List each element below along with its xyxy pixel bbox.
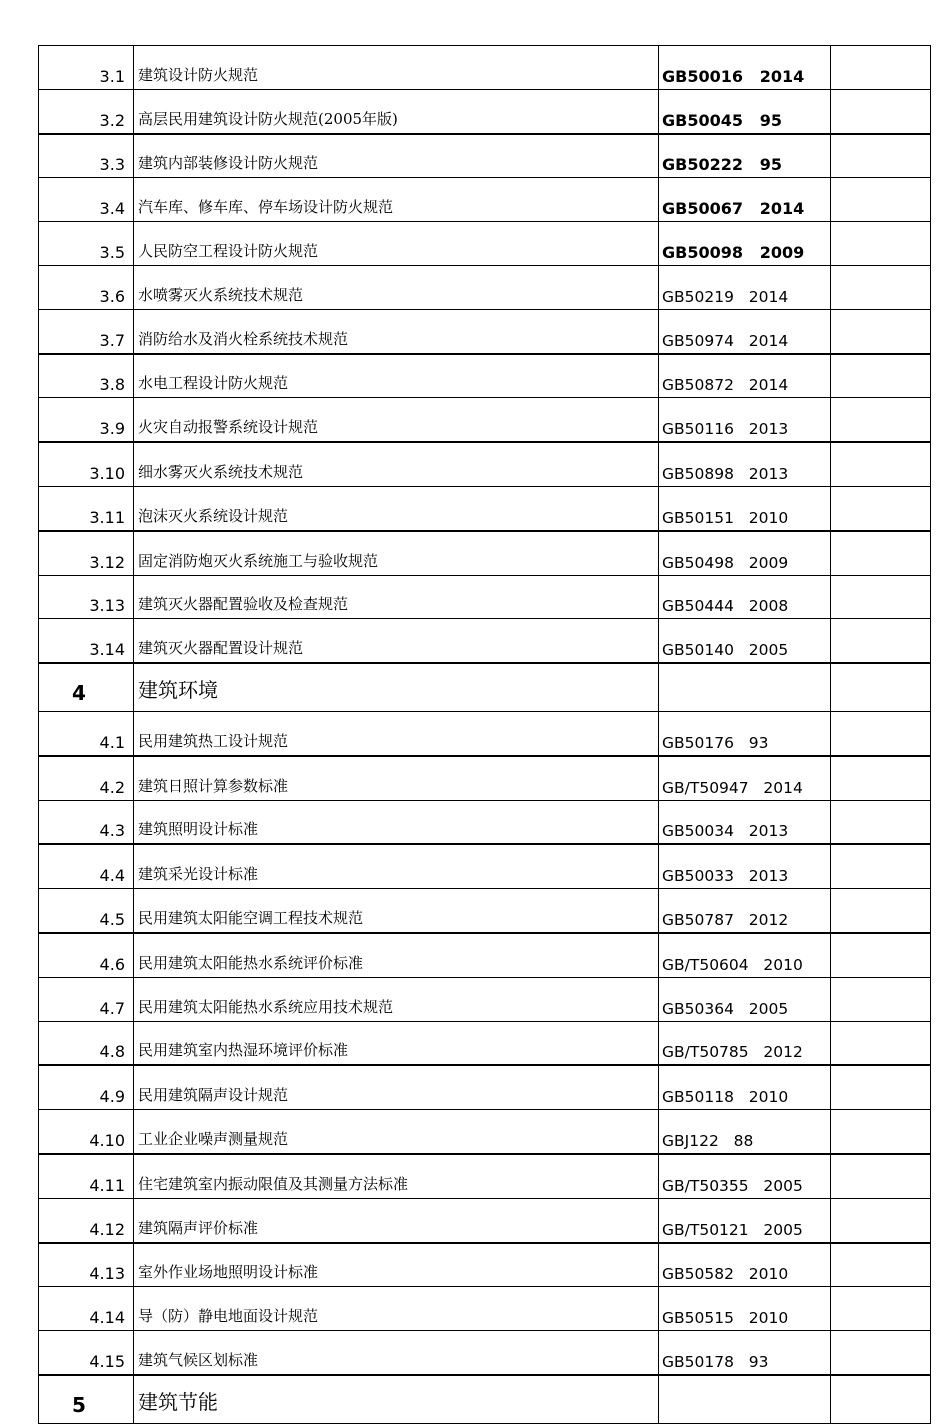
item-number-cell: 3.13 bbox=[39, 575, 134, 619]
item-number-cell: 3.5 bbox=[39, 222, 134, 266]
table-row bbox=[39, 1243, 931, 1287]
item-number-cell: 4.7 bbox=[39, 977, 134, 1021]
table-row bbox=[39, 1021, 931, 1065]
standard-code-cell: GB50898 2013 bbox=[659, 442, 831, 486]
standard-code-cell: GBJ122 88 bbox=[659, 1110, 831, 1154]
remarks-cell bbox=[831, 134, 931, 178]
remarks-cell bbox=[831, 1287, 931, 1331]
item-number-cell: 3.11 bbox=[39, 486, 134, 530]
standard-name-cell: 民用建筑热工设计规范 bbox=[134, 711, 659, 755]
standard-name-cell: 火灾自动报警系统设计规范 bbox=[134, 398, 659, 442]
item-number-cell: 3.12 bbox=[39, 531, 134, 575]
standard-code-cell bbox=[659, 663, 831, 711]
standard-code-cell: GB50067 2014 bbox=[659, 178, 831, 222]
standard-code-cell: GB50151 2010 bbox=[659, 486, 831, 530]
remarks-cell bbox=[831, 89, 931, 133]
remarks-cell bbox=[831, 1198, 931, 1242]
standard-code-cell: GB50045 95 bbox=[659, 89, 831, 133]
table-row bbox=[39, 89, 931, 133]
remarks-cell bbox=[831, 800, 931, 844]
remarks-cell bbox=[831, 756, 931, 800]
item-number-cell: 4.15 bbox=[39, 1331, 134, 1375]
table-row bbox=[39, 1198, 931, 1242]
standard-code-cell: GB50178 93 bbox=[659, 1331, 831, 1375]
item-number-cell: 4.4 bbox=[39, 844, 134, 888]
item-number-cell: 4.12 bbox=[39, 1198, 134, 1242]
table-row bbox=[39, 178, 931, 222]
item-number-cell: 4.13 bbox=[39, 1243, 134, 1287]
table-row bbox=[39, 46, 931, 90]
standards-table-body bbox=[39, 46, 931, 1424]
standard-code-cell: GB50444 2008 bbox=[659, 575, 831, 619]
item-number-cell: 3.4 bbox=[39, 178, 134, 222]
standard-name-cell: 高层民用建筑设计防火规范(2005年版) bbox=[134, 89, 659, 133]
remarks-cell bbox=[831, 398, 931, 442]
table-row bbox=[39, 309, 931, 353]
table-row bbox=[39, 933, 931, 977]
standard-name-cell: 民用建筑太阳能热水系统评价标准 bbox=[134, 933, 659, 977]
remarks-cell bbox=[831, 977, 931, 1021]
remarks-cell bbox=[831, 1065, 931, 1109]
standard-name-cell: 建筑日照计算参数标准 bbox=[134, 756, 659, 800]
table-row bbox=[39, 1331, 931, 1375]
standard-code-cell: GB/T50604 2010 bbox=[659, 933, 831, 977]
standard-code-cell: GB50364 2005 bbox=[659, 977, 831, 1021]
item-number-cell: 3.9 bbox=[39, 398, 134, 442]
standard-name-cell: 民用建筑太阳能热水系统应用技术规范 bbox=[134, 977, 659, 1021]
standard-code-cell: GB50582 2010 bbox=[659, 1243, 831, 1287]
remarks-cell bbox=[831, 354, 931, 398]
standard-name-cell: 建筑内部装修设计防火规范 bbox=[134, 134, 659, 178]
remarks-cell bbox=[831, 933, 931, 977]
standard-name-cell: 民用建筑隔声设计规范 bbox=[134, 1065, 659, 1109]
table-row bbox=[39, 442, 931, 486]
standard-name-cell: 民用建筑太阳能空调工程技术规范 bbox=[134, 889, 659, 933]
table-row bbox=[39, 1154, 931, 1198]
remarks-cell bbox=[831, 1021, 931, 1065]
standard-name-cell: 水电工程设计防火规范 bbox=[134, 354, 659, 398]
table-row bbox=[39, 977, 931, 1021]
remarks-cell bbox=[831, 844, 931, 888]
table-row bbox=[39, 222, 931, 266]
standard-name-cell: 泡沫灭火系统设计规范 bbox=[134, 486, 659, 530]
standard-name-cell: 建筑隔声评价标准 bbox=[134, 1198, 659, 1242]
table-row bbox=[39, 265, 931, 309]
standard-name-cell: 建筑采光设计标准 bbox=[134, 844, 659, 888]
table-row bbox=[39, 134, 931, 178]
standard-name-cell: 室外作业场地照明设计标准 bbox=[134, 1243, 659, 1287]
standard-code-cell: GB50176 93 bbox=[659, 711, 831, 755]
item-number-cell: 4.14 bbox=[39, 1287, 134, 1331]
standard-code-cell: GB/T50785 2012 bbox=[659, 1021, 831, 1065]
section-row bbox=[39, 1375, 931, 1423]
remarks-cell bbox=[831, 1110, 931, 1154]
remarks-cell bbox=[831, 1243, 931, 1287]
standard-code-cell: GB50033 2013 bbox=[659, 844, 831, 888]
item-number-cell: 5 bbox=[39, 1375, 134, 1423]
remarks-cell bbox=[831, 711, 931, 755]
table-row bbox=[39, 711, 931, 755]
standard-name-cell: 导（防）静电地面设计规范 bbox=[134, 1287, 659, 1331]
table-row bbox=[39, 844, 931, 888]
standard-name-cell: 人民防空工程设计防火规范 bbox=[134, 222, 659, 266]
item-number-cell: 3.10 bbox=[39, 442, 134, 486]
table-row bbox=[39, 575, 931, 619]
standard-name-cell: 汽车库、修车库、停车场设计防火规范 bbox=[134, 178, 659, 222]
remarks-cell bbox=[831, 889, 931, 933]
item-number-cell: 4.2 bbox=[39, 756, 134, 800]
standard-name-cell: 建筑设计防火规范 bbox=[134, 46, 659, 90]
remarks-cell bbox=[831, 265, 931, 309]
standard-code-cell: GB50034 2013 bbox=[659, 800, 831, 844]
standard-name-cell: 建筑气候区划标准 bbox=[134, 1331, 659, 1375]
standard-name-cell: 建筑节能 bbox=[134, 1375, 659, 1423]
remarks-cell bbox=[831, 222, 931, 266]
item-number-cell: 3.8 bbox=[39, 354, 134, 398]
item-number-cell: 4.9 bbox=[39, 1065, 134, 1109]
remarks-cell bbox=[831, 1331, 931, 1375]
standard-name-cell: 细水雾灭火系统技术规范 bbox=[134, 442, 659, 486]
item-number-cell: 3.6 bbox=[39, 265, 134, 309]
standard-code-cell: GB50787 2012 bbox=[659, 889, 831, 933]
standard-code-cell: GB50140 2005 bbox=[659, 619, 831, 663]
remarks-cell bbox=[831, 531, 931, 575]
table-row bbox=[39, 531, 931, 575]
standard-code-cell: GB50222 95 bbox=[659, 134, 831, 178]
standard-name-cell: 水喷雾灭火系统技术规范 bbox=[134, 265, 659, 309]
standard-code-cell bbox=[659, 1375, 831, 1423]
remarks-cell bbox=[831, 309, 931, 353]
standard-code-cell: GB50498 2009 bbox=[659, 531, 831, 575]
remarks-cell bbox=[831, 178, 931, 222]
item-number-cell: 3.3 bbox=[39, 134, 134, 178]
table-row bbox=[39, 800, 931, 844]
standard-code-cell: GB50098 2009 bbox=[659, 222, 831, 266]
standard-code-cell: GB50872 2014 bbox=[659, 354, 831, 398]
item-number-cell: 4.11 bbox=[39, 1154, 134, 1198]
table-row bbox=[39, 354, 931, 398]
item-number-cell: 3.7 bbox=[39, 309, 134, 353]
table-row bbox=[39, 486, 931, 530]
standard-name-cell: 建筑环境 bbox=[134, 663, 659, 711]
remarks-cell bbox=[831, 486, 931, 530]
standard-name-cell: 消防给水及消火栓系统技术规范 bbox=[134, 309, 659, 353]
item-number-cell: 3.2 bbox=[39, 89, 134, 133]
standard-name-cell: 住宅建筑室内振动限值及其测量方法标准 bbox=[134, 1154, 659, 1198]
item-number-cell: 4.10 bbox=[39, 1110, 134, 1154]
section-row bbox=[39, 663, 931, 711]
remarks-cell bbox=[831, 575, 931, 619]
standards-table bbox=[38, 45, 931, 1424]
standard-name-cell: 建筑灭火器配置验收及检查规范 bbox=[134, 575, 659, 619]
standard-code-cell: GB/T50947 2014 bbox=[659, 756, 831, 800]
standard-code-cell: GB/T50121 2005 bbox=[659, 1198, 831, 1242]
remarks-cell bbox=[831, 46, 931, 90]
standard-name-cell: 工业企业噪声测量规范 bbox=[134, 1110, 659, 1154]
standard-code-cell: GB50016 2014 bbox=[659, 46, 831, 90]
table-row bbox=[39, 619, 931, 663]
remarks-cell bbox=[831, 1375, 931, 1423]
item-number-cell: 3.14 bbox=[39, 619, 134, 663]
remarks-cell bbox=[831, 663, 931, 711]
standard-code-cell: GB50515 2010 bbox=[659, 1287, 831, 1331]
standard-code-cell: GB50974 2014 bbox=[659, 309, 831, 353]
remarks-cell bbox=[831, 619, 931, 663]
item-number-cell: 4.3 bbox=[39, 800, 134, 844]
item-number-cell: 4.8 bbox=[39, 1021, 134, 1065]
item-number-cell: 4.6 bbox=[39, 933, 134, 977]
table-row bbox=[39, 756, 931, 800]
table-row bbox=[39, 1110, 931, 1154]
standard-code-cell: GB50116 2013 bbox=[659, 398, 831, 442]
table-row bbox=[39, 1065, 931, 1109]
standard-code-cell: GB50219 2014 bbox=[659, 265, 831, 309]
item-number-cell: 4.1 bbox=[39, 711, 134, 755]
item-number-cell: 4 bbox=[39, 663, 134, 711]
standard-name-cell: 民用建筑室内热湿环境评价标准 bbox=[134, 1021, 659, 1065]
item-number-cell: 4.5 bbox=[39, 889, 134, 933]
standard-code-cell: GB/T50355 2005 bbox=[659, 1154, 831, 1198]
table-row bbox=[39, 398, 931, 442]
standard-name-cell: 固定消防炮灭火系统施工与验收规范 bbox=[134, 531, 659, 575]
table-row bbox=[39, 889, 931, 933]
remarks-cell bbox=[831, 442, 931, 486]
standard-code-cell: GB50118 2010 bbox=[659, 1065, 831, 1109]
table-row bbox=[39, 1287, 931, 1331]
standard-name-cell: 建筑照明设计标准 bbox=[134, 800, 659, 844]
item-number-cell: 3.1 bbox=[39, 46, 134, 90]
standard-name-cell: 建筑灭火器配置设计规范 bbox=[134, 619, 659, 663]
remarks-cell bbox=[831, 1154, 931, 1198]
